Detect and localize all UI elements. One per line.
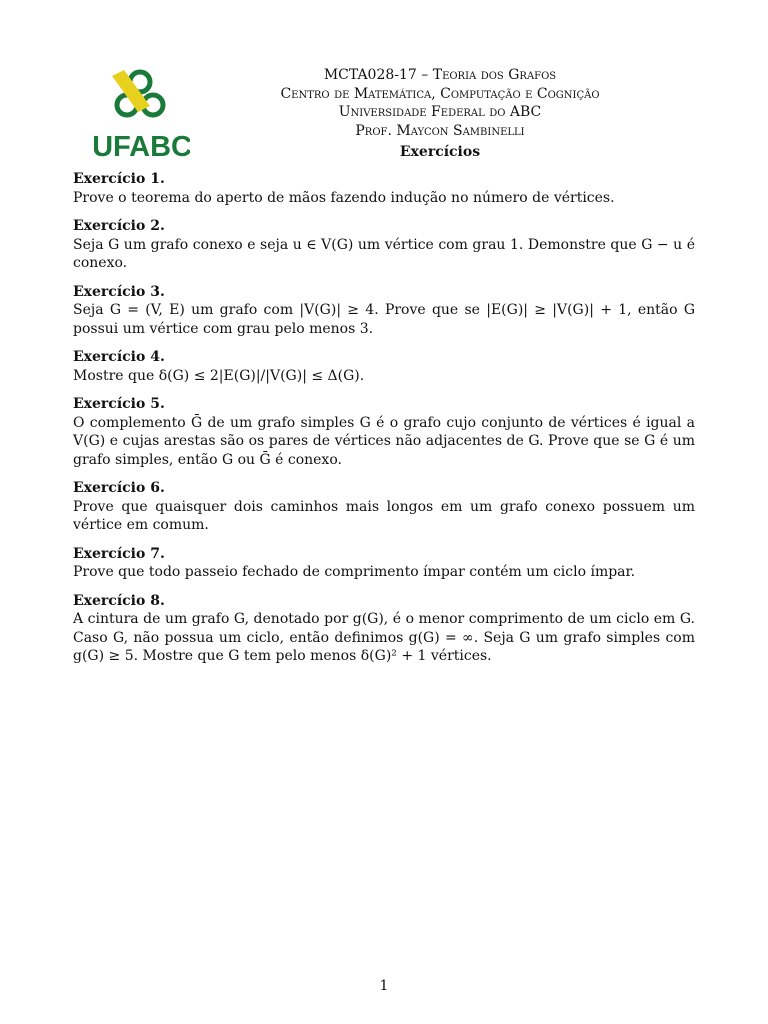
document-header (200, 66, 680, 162)
exercise-5 (73, 395, 695, 469)
university-name: Universidade Federal do ABC (338, 104, 542, 120)
exercise-title: Exercício 2. (73, 218, 165, 234)
logo-text: UFABC (94, 131, 190, 160)
page-number: 1 (379, 978, 389, 994)
exercise-text: Prove o teorema do aperto de mãos fazendo indução no número de vértices. (73, 189, 615, 206)
exercise-3 (73, 283, 695, 339)
exercise-text: O complemento Ḡ de um grafo simples G é o grafo cujo conjunto de vértices é igual a V(G) e cujas arestas são os pares de vértices não adjacentes de G. Prove que se G é um grafo simples, então G ou Ḡ é conexo. (73, 414, 695, 468)
exercise-text: Prove que quaisquer dois caminhos mais longos em um grafo conexo possuem um vértice em comum. (73, 498, 695, 533)
exercise-text: Prove que todo passeio fechado de comprimento ímpar contém um ciclo ímpar. (73, 564, 636, 580)
exercise-title: Exercício 5. (73, 396, 165, 412)
exercise-text: Mostre que δ(G) ≤ 2|E(G)|/|V(G)| ≤ Δ(G). (73, 367, 365, 384)
professor-name: Prof. Maycon Sambinelli (355, 122, 525, 139)
exercise-title: Exercício 8. (73, 592, 165, 609)
exercise-title: Exercício 3. (73, 283, 165, 300)
exercise-7 (73, 545, 695, 582)
ufabc-logo (94, 68, 190, 160)
exercise-1 (73, 170, 695, 207)
exercise-title: Exercício 7. (73, 545, 165, 562)
exercise-6 (73, 479, 695, 535)
exercise-title: Exercício 6. (73, 480, 165, 496)
exercise-text: Seja G um grafo conexo e seja u ∈ V(G) um vértice com grau 1. Demonstre que G − u é conexo. (73, 236, 695, 271)
exercise-8 (73, 592, 695, 666)
exercise-title: Exercício 4. (73, 349, 165, 365)
center-name: Centro de Matemática, Computação e Cognição (280, 85, 600, 102)
course-title: MCTA028-17 – Teoria dos Grafos (323, 67, 557, 83)
exercise-text: A cintura de um grafo G, denotado por g(G), é o menor comprimento de um ciclo em G. Caso G, não possua um ciclo, então definimos g(G) = ∞. Seja G um grafo simples com g(G) ≥ 5. Mostre que G tem pelo menos δ(G)² + 1 vértices. (73, 611, 695, 664)
exercise-2 (73, 217, 695, 273)
page-subtitle: Exercícios (399, 144, 481, 160)
exercise-text: Seja G = (V, E) um grafo com |V(G)| ≥ 4. Prove que se |E(G)| ≥ |V(G)| + 1, então G possui um vértice com grau pelo menos 3. (73, 302, 695, 337)
exercise-title: Exercício 1. (73, 171, 165, 187)
exercise-4 (73, 348, 695, 385)
exercise-list (73, 170, 695, 676)
